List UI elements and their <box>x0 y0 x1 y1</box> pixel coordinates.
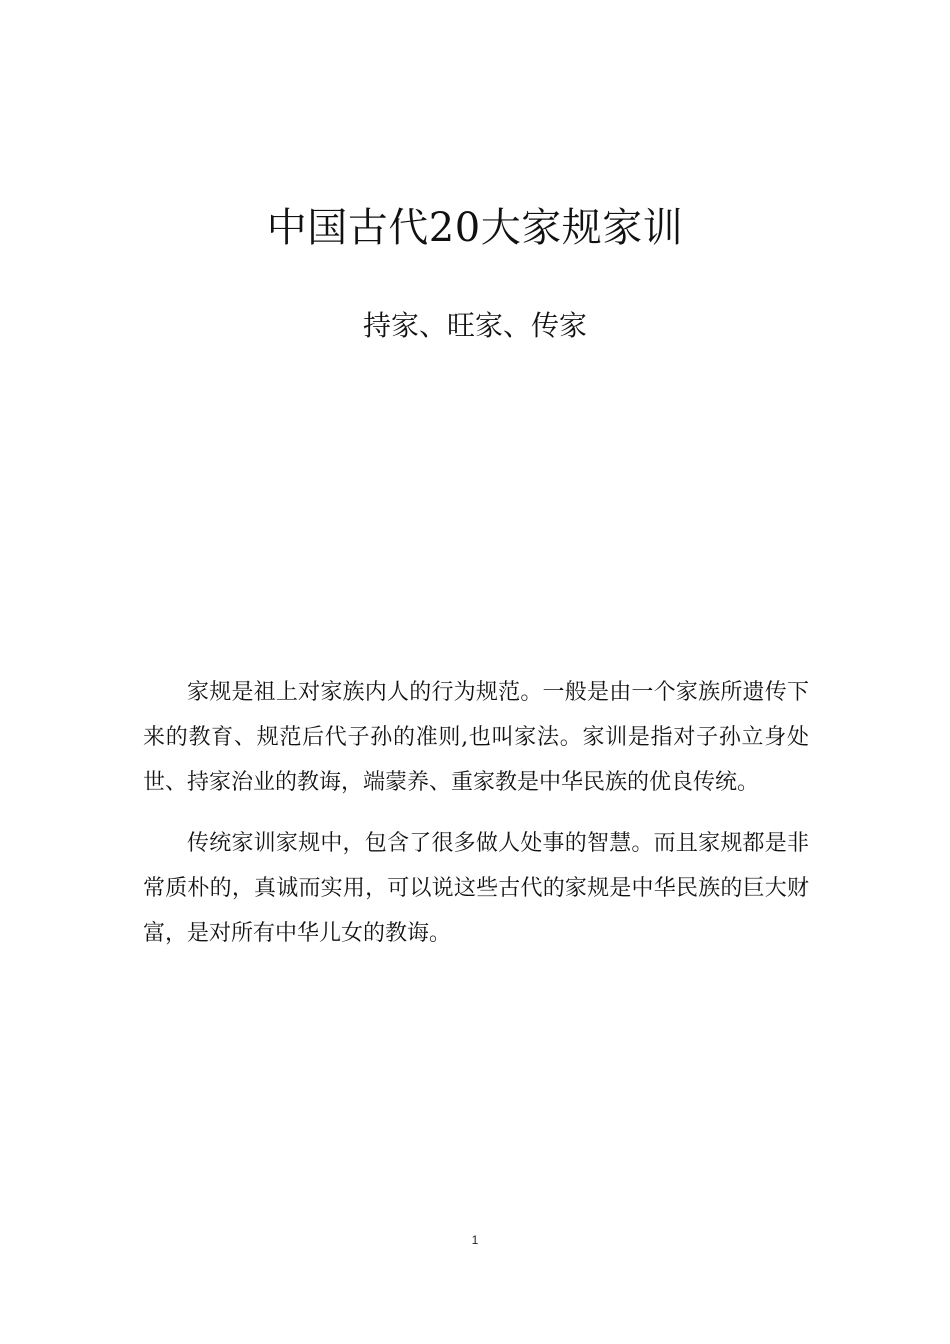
document-subtitle: 持家、旺家、传家 <box>362 309 587 342</box>
document-title: 中国古代20大家规家训 <box>266 205 684 251</box>
page-number: 1 <box>471 1233 479 1247</box>
document-body <box>143 670 809 956</box>
body-paragraph-1: 家规是祖上对家族内人的行为规范。一般是由一个家族所遗传下来的教育、规范后代子孙的准则,也叫家法。家训是指对子孙立身处世、持家治业的教诲，端蒙养、重家教是中华民族的优良传统。 <box>143 680 809 795</box>
body-paragraph-2: 传统家训家规中，包含了很多做人处事的智慧。而且家规都是非常质朴的，真诚而实用，可以说这些古代的家规是中华民族的巨大财富，是对所有中华儿女的教诲。 <box>143 831 809 946</box>
